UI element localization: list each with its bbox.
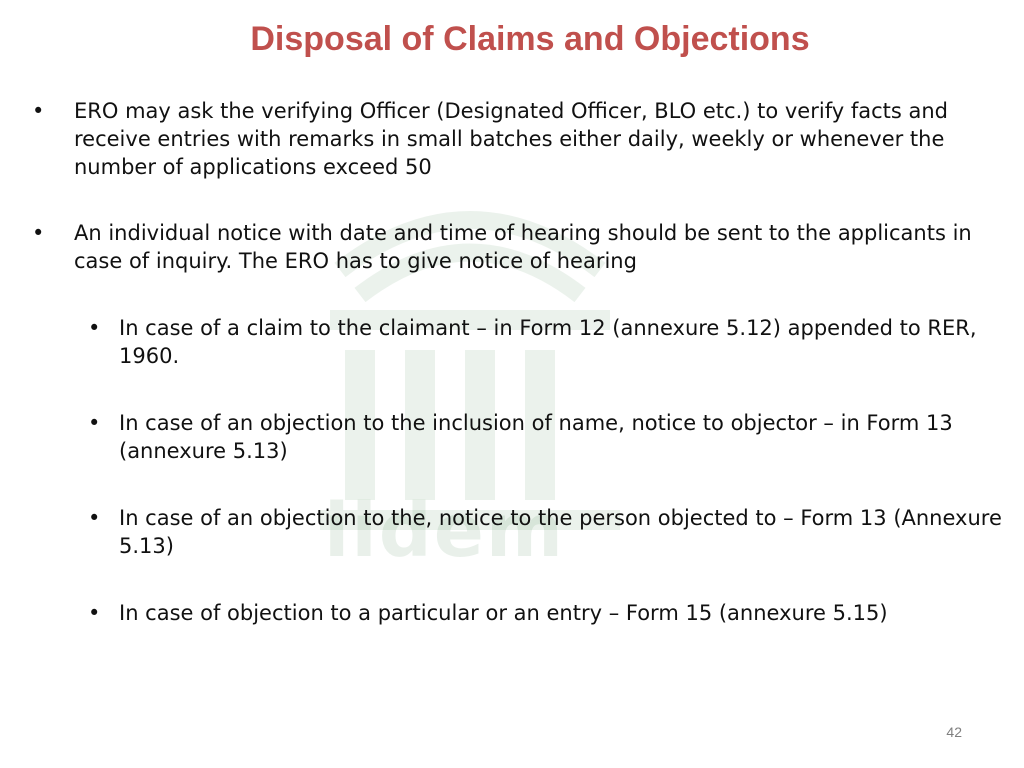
bullet-marker: • xyxy=(32,221,45,245)
bullet-marker: • xyxy=(32,99,45,123)
sub-bullet-item xyxy=(28,409,1018,465)
sub-bullet-marker: • xyxy=(88,601,101,625)
bullet-item xyxy=(28,97,1018,181)
sub-bullet-marker: • xyxy=(88,506,101,530)
sub-bullet-item xyxy=(28,314,1018,370)
sub-bullet-text: In case of an objection to the, notice to the person objected to – Form 13 (Annexure 5.13) xyxy=(119,506,1002,558)
sub-bullet-marker: • xyxy=(88,411,101,435)
sub-bullet-item xyxy=(28,504,1018,560)
slide-title: Disposal of Claims and Objections xyxy=(250,20,810,58)
bullet-text: An individual notice with date and time of hearing should be sent to the applicants in case of inquiry. The ERO has to give notice of hearing xyxy=(74,221,972,273)
sub-bullet-item xyxy=(28,599,1018,627)
bullet-text: ERO may ask the verifying Officer (Designated Officer, BLO etc.) to verify facts and receive entries with remarks in small batches either daily, weekly or whenever the number of applications exceed 50 xyxy=(74,99,948,179)
sub-bullet-marker: • xyxy=(88,316,101,340)
sub-bullet-text: In case of a claim to the claimant – in Form 12 (annexure 5.12) appended to RER, 1960. xyxy=(119,316,977,368)
sub-bullet-text: In case of an objection to the inclusion of name, notice to objector – in Form 13 (annexure 5.13) xyxy=(119,411,953,463)
slide-content xyxy=(28,97,1018,627)
page-number: 42 xyxy=(946,724,962,740)
sub-bullet-text: In case of objection to a particular or an entry – Form 15 (annexure 5.15) xyxy=(119,601,888,625)
bullet-item xyxy=(28,219,1018,275)
watermark-logo-text: iidem xyxy=(324,488,565,574)
